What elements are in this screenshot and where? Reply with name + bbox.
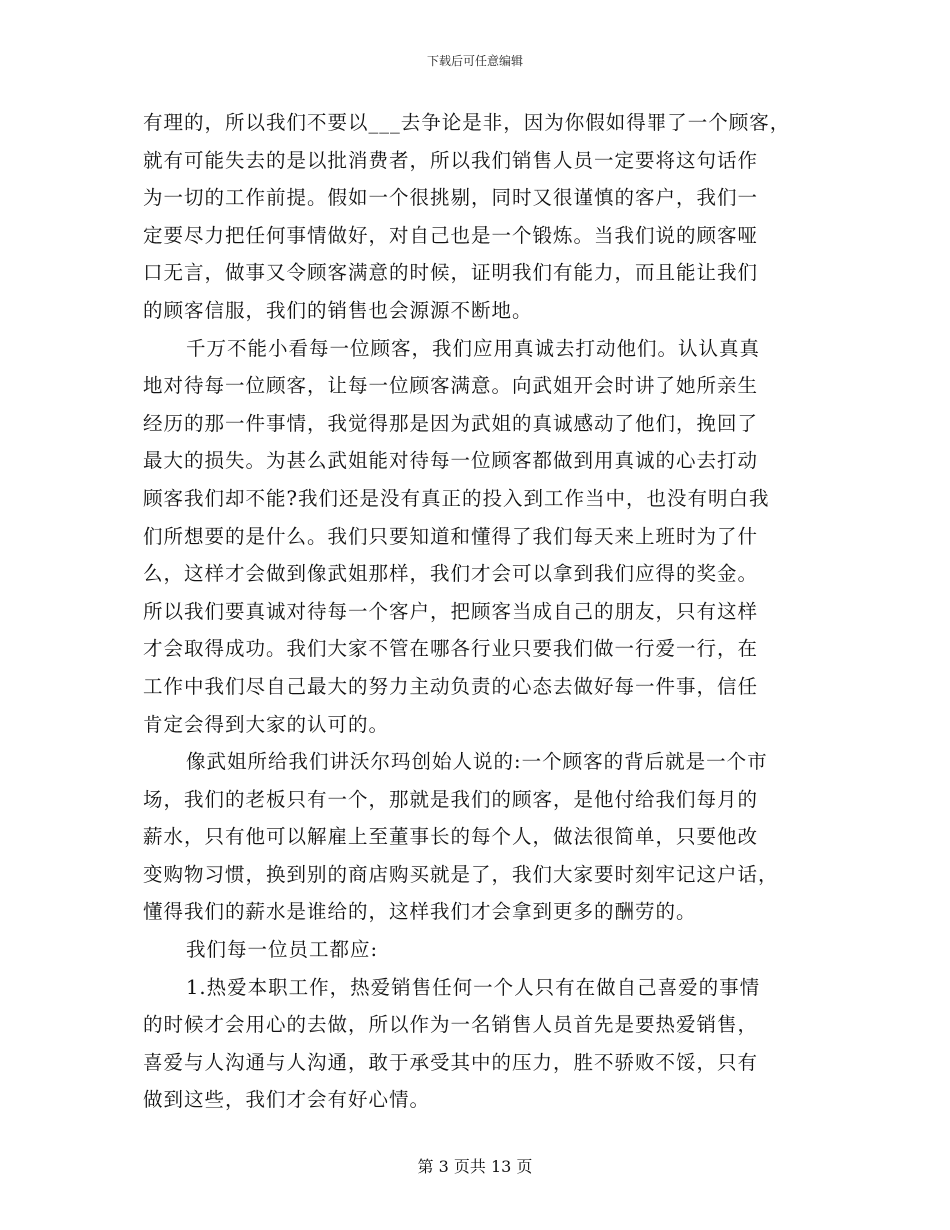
text-line: 做到这些，我们才会有好心情。 (143, 1088, 431, 1112)
text-line: 顾客我们却不能?我们还是没有真正的投入到工作当中，也没有明白我 (143, 486, 770, 510)
text-line: 地对待每一位顾客，让每一位顾客满意。向武姐开会时讲了她所亲生 (143, 374, 759, 398)
text-line: 为一切的工作前提。假如一个很挑剔，同时又很谨慎的客户，我们一 (143, 186, 759, 210)
text-line: 所以我们要真诚对待每一个客户，把顾客当成自己的朋友，只有这样 (143, 599, 759, 623)
text-line: 变购物习惯，换到别的商店购买就是了，我们大家要时刻牢记这户话， (143, 862, 779, 886)
text-line: 喜爱与人沟通与人沟通，敢于承受其中的压力，胜不骄败不馁，只有 (143, 1050, 759, 1074)
text-line: 懂得我们的薪水是谁给的，这样我们才会拿到更多的酬劳的。 (143, 900, 697, 924)
text-line: 们所想要的是什么。我们只要知道和懂得了我们每天来上班时为了什 (143, 524, 759, 548)
text-line: 才会取得成功。我们大家不管在哪各行业只要我们做一行爱一行，在 (143, 637, 759, 661)
text-line: 经历的那一件事情，我觉得那是因为武姐的真诚感动了他们，挽回了 (143, 411, 759, 435)
paragraph-start-line: 1.热爱本职工作，热爱销售任何一个人只有在做自己喜爱的事情 (186, 975, 761, 999)
document-body (143, 104, 813, 1119)
text-line: 的顾客信服，我们的销售也会源源不断地。 (143, 298, 533, 322)
paragraph-start-line: 我们每一位员工都应: (186, 938, 379, 962)
page-number-footer: 第 3 页共 13 页 (417, 1157, 533, 1176)
text-line: 定要尽力把任何事情做好，对自己也是一个锻炼。当我们说的顾客哑 (143, 223, 759, 247)
text-line: 工作中我们尽自己最大的努力主动负责的心态去做好每一件事，信任 (143, 674, 759, 698)
text-line: 就有可能失去的是以批消费者，所以我们销售人员一定要将这句话作 (143, 148, 759, 172)
text-line: 最大的损失。为甚么武姐能对待每一位顾客都做到用真诚的心去打动 (143, 449, 759, 473)
text-line: 么，这样才会做到像武姐那样，我们才会可以拿到我们应得的奖金。 (143, 562, 759, 586)
text-line: 场，我们的老板只有一个，那就是我们的顾客，是他付给我们每月的 (143, 787, 759, 811)
text-line: 的时候才会用心的去做，所以作为一名销售人员首先是要热爱销售， (143, 1013, 759, 1037)
text-line: 肯定会得到大家的认可的。 (143, 712, 390, 736)
text-line: 有理的，所以我们不要以___去争论是非，因为你假如得罪了一个顾客， (143, 111, 791, 134)
text-line: 口无言，做事又令顾客满意的时候，证明我们有能力，而且能让我们 (143, 261, 759, 285)
paragraph-start-line: 千万不能小看每一位顾客，我们应用真诚去打动他们。认认真真 (186, 336, 761, 360)
paragraph-start-line: 像武姐所给我们讲沃尔玛创始人说的:一个顾客的背后就是一个市 (186, 750, 768, 774)
text-line: 薪水，只有他可以解雇上至董事长的每个人，做法很简单，只要他改 (143, 825, 759, 849)
page-header: 下载后可任意编辑 (426, 54, 523, 68)
